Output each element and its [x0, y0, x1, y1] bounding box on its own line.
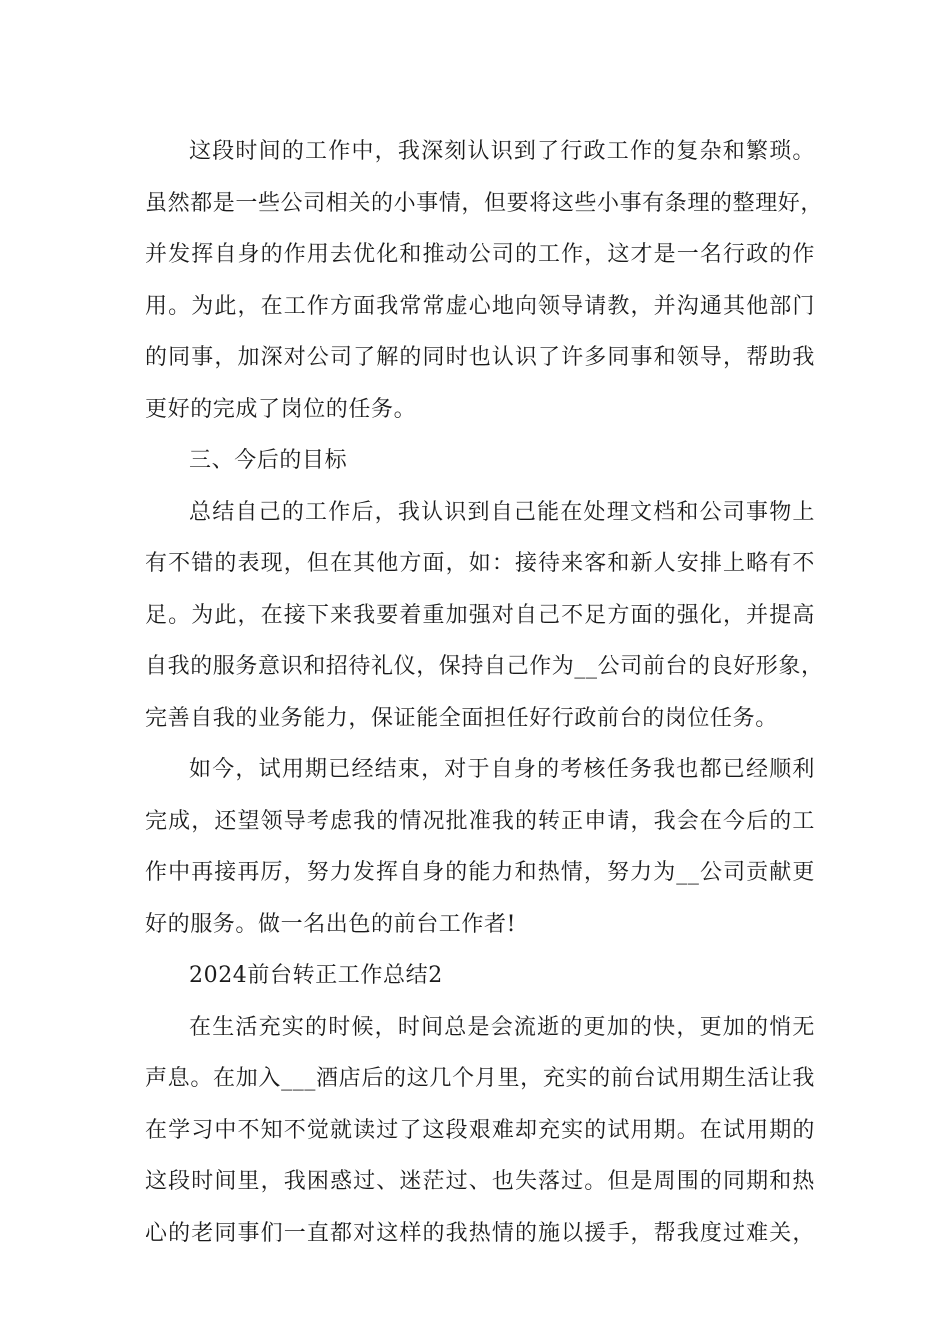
paragraph-line: 总结自己的工作后，我认识到自己能在处理文档和公司事物上: [189, 499, 815, 525]
paragraph-line: 在生活充实的时候，时间总是会流逝的更加的快，更加的悄无: [189, 1014, 815, 1040]
paragraph-line: 作中再接再厉，努力发挥自身的能力和热情，努力为__公司贡献更: [145, 860, 815, 885]
paragraph-line: 用。为此，在工作方面我常常虚心地向领导请教，并沟通其他部门: [145, 293, 815, 319]
paragraph-line: 这段时间里，我困惑过、迷茫过、也失落过。但是周围的同期和热: [145, 1169, 815, 1194]
paragraph-line: 足。为此，在接下来我要着重加强对自己不足方面的强化，并提高: [145, 602, 815, 628]
paragraph-line: 的同事，加深对公司了解的同时也认识了许多同事和领导，帮助我: [145, 345, 815, 370]
paragraph-line: 如今，试用期已经结束，对于自身的考核任务我也都已经顺利: [189, 757, 815, 782]
paragraph-line: 声息。在加入___酒店后的这几个月里，充实的前台试用期生活让我: [145, 1066, 815, 1091]
document-subtitle: 2024前台转正工作总结2: [189, 963, 443, 988]
paragraph-line: 虽然都是一些公司相关的小事情，但要将这些小事有条理的整理好，: [145, 190, 824, 216]
paragraph-line: 在学习中不知不觉就读过了这段艰难却充实的试用期。在试用期的: [145, 1117, 815, 1143]
paragraph-line: 完善自我的业务能力，保证能全面担任好行政前台的岗位任务。: [145, 705, 778, 731]
paragraph-line: 好的服务。做一名出色的前台工作者!: [145, 911, 517, 937]
document-body: [145, 126, 824, 1259]
paragraph-line: 并发挥自身的作用去优化和推动公司的工作，这才是一名行政的作: [145, 242, 815, 267]
paragraph-line: 完成，还望领导考虑我的情况批准我的转正申请，我会在今后的工: [145, 808, 815, 834]
paragraph-line: 这段时间的工作中，我深刻认识到了行政工作的复杂和繁琐。: [189, 139, 815, 164]
section-heading: 三、今后的目标: [189, 448, 348, 473]
paragraph-line: 自我的服务意识和招待礼仪，保持自己作为__公司前台的良好形象，: [145, 654, 824, 679]
paragraph-line: 更好的完成了岗位的任务。: [145, 396, 417, 422]
paragraph-line: 心的老同事们一直都对这样的我热情的施以援手，帮我度过难关，: [145, 1220, 815, 1246]
paragraph-line: 有不错的表现，但在其他方面，如：接待来客和新人安排上略有不: [145, 551, 815, 576]
